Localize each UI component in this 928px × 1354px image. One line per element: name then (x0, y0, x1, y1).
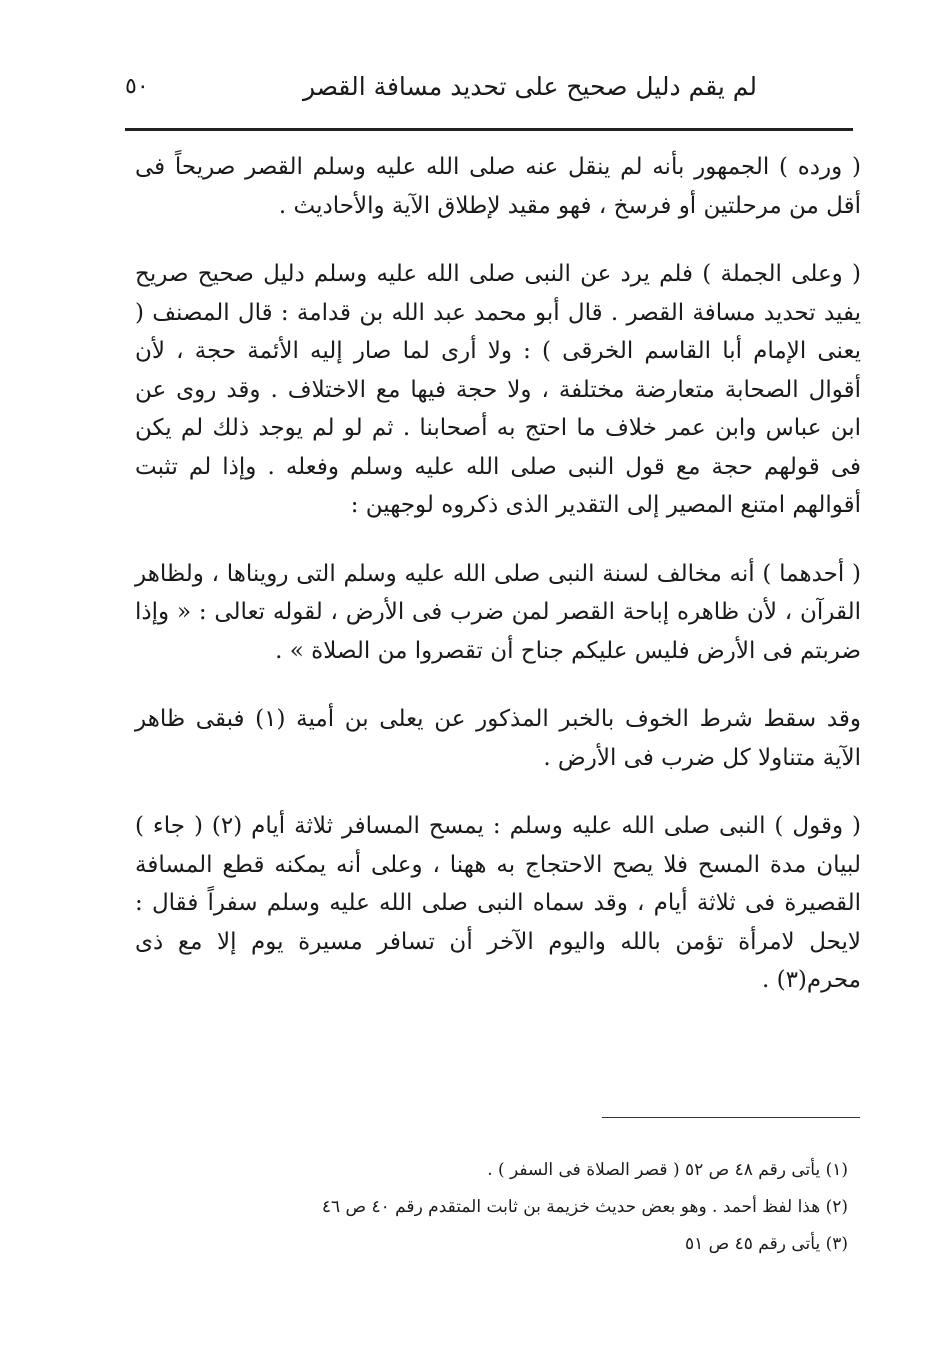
page-number: ٥٠ (125, 74, 149, 99)
paragraph-4: وقد سقط شرط الخوف بالخبر المذكور عن يعلى بن أمية (١) فبقى ظاهر الآية متناولا كل ضرب فى الأرض . (135, 706, 862, 771)
paragraph-gap (135, 525, 861, 555)
footnote-3: (٣) يأتى رقم ٤٥ ص ٥١ (685, 1234, 848, 1254)
paragraph-gap (135, 777, 861, 807)
paragraph-gap (135, 225, 861, 255)
paragraph-1: ( ورده ) الجمهور بأنه لم ينقل عنه صلى الله عليه وسلم القصر صريحاً فى أقل من مرحلتين أو فرسخ ، فهو مقيد لإطلاق الآية والأحاديث . (135, 154, 861, 219)
paragraph-5: ( وقول ) النبى صلى الله عليه وسلم : يمسح المسافر ثلاثة أيام (٢) ( جاء ) لبيان مدة المسح فلا يصح الاحتجاج به ههنا ، وعلى أنه يمكنه قطع المسافة القصيرة فى ثلاثة أيام ، وقد سماه النبى صلى الله عليه وسلم سفراً فقال : لايحل لامرأة تؤمن بالله واليوم الآخر أن تسافر مسيرة يوم إلا مع ذى محرم(٣) . (135, 813, 861, 993)
running-title: لم يقم دليل صحيح على تحديد مسافة القصر (302, 72, 758, 101)
footnote-separator (602, 1117, 860, 1118)
page-header (125, 70, 853, 114)
paragraph-gap (135, 670, 861, 700)
paragraph-2: ( وعلى الجملة ) فلم يرد عن النبى صلى الله عليه وسلم دليل صحيح صريح يفيد تحديد مسافة القصر . قال أبو محمد عبد الله بن قدامة : قال المصنف ( يعنى الإمام أبا القاسم الخرقى ) : ولا أرى لما صار إليه الأئمة حجة ، لأن أقوال الصحابة متعارضة مختلفة ، ولا حجة فيها مع الاختلاف . وقد روى عن ابن عباس وابن عمر خلاف ما احتج به أصحابنا . ثم لو لم يوجد ذلك لم يكن فى قولهم حجة مع قول النبى صلى الله عليه وسلم وفعله . وإذا لم تثبت أقوالهم امتنع المصير إلى التقدير الذى ذكروه لوجهين : (135, 261, 861, 518)
footnote-1: (١) يأتى رقم ٤٨ ص ٥٢ ( قصر الصلاة فى السفر ) . (487, 1160, 848, 1180)
header-rule (125, 128, 853, 131)
paragraph-3: ( أحدهما ) أنه مخالف لسنة النبى صلى الله عليه وسلم التى رويناها ، ولظاهر القرآن ، لأن ظاهره إباحة القصر لمن ضرب فى الأرض ، لقوله تعالى : « وإذا ضربتم فى الأرض فليس عليكم جناح أن تقصروا من الصلاة » . (135, 560, 861, 664)
page-body (135, 148, 861, 1000)
footnote-2: (٢) هذا لفظ أحمد . وهو بعض حديث خزيمة بن ثابت المتقدم رقم ٤٠ ص ٤٦ (321, 1197, 848, 1217)
footnotes (180, 1152, 848, 1263)
